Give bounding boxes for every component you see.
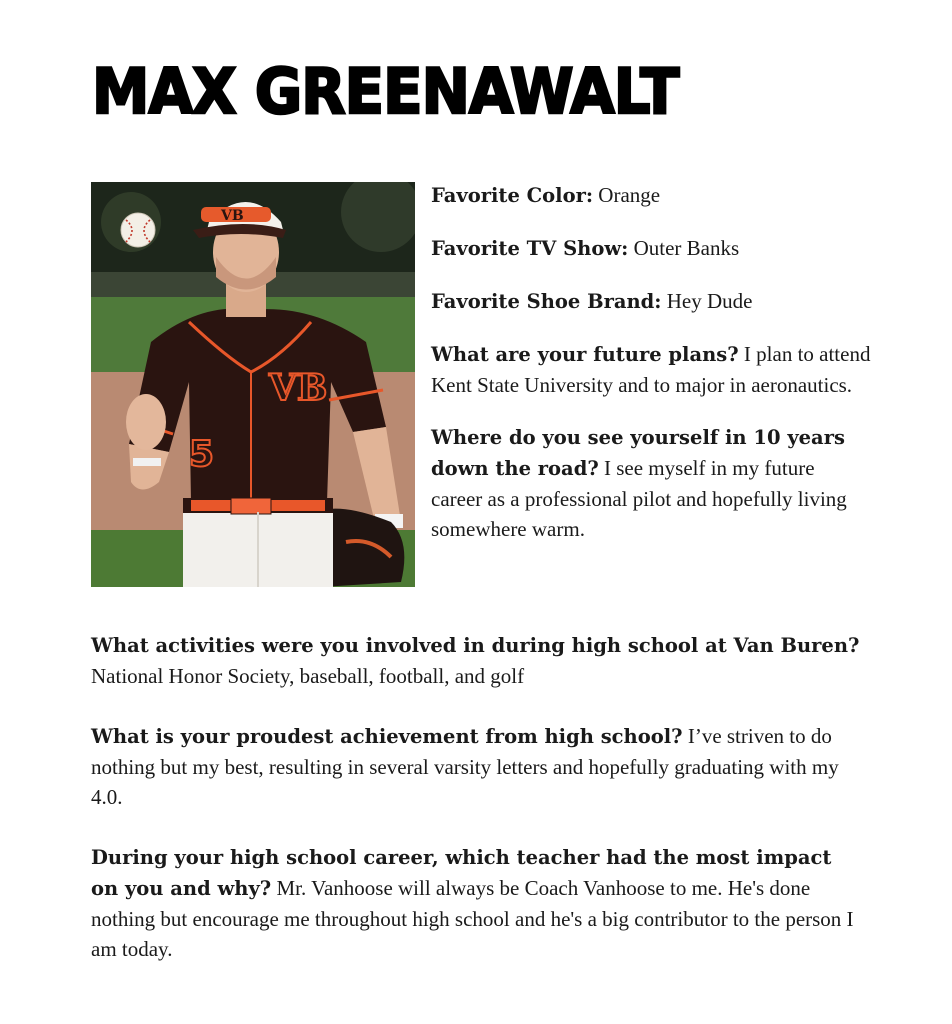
jersey-number: 5 xyxy=(189,434,215,475)
favorites-list xyxy=(431,180,871,566)
question: What activities were you involved in during high school at Van Buren? xyxy=(91,634,860,657)
future-plans xyxy=(431,339,871,400)
teacher-impact-answer xyxy=(91,842,861,964)
baseball-icon xyxy=(121,213,155,247)
answer: I plan to attend Kent State University and to major in aeronautics. xyxy=(431,342,871,397)
questions-list xyxy=(91,630,861,994)
answer: Hey Dude xyxy=(666,289,753,313)
question: During your high school career, which teacher had the most impact on you and why? xyxy=(91,846,832,900)
question: Where do you see yourself in 10 years down the road? xyxy=(431,426,845,480)
question: Favorite TV Show: xyxy=(431,237,629,260)
player-photo xyxy=(91,182,415,587)
question: What are your future plans? xyxy=(431,343,739,366)
cap-logo: VB xyxy=(221,208,244,224)
favorite-tv-show xyxy=(431,233,871,264)
answer: I see myself in my future career as a professional pilot and hopefully living somewhere warm. xyxy=(431,456,847,541)
favorite-color xyxy=(431,180,871,211)
question: Favorite Color: xyxy=(431,184,594,207)
page-title: MAX GREENAWALT xyxy=(92,55,679,128)
jersey-logo: VB xyxy=(269,367,328,409)
ten-year-plan xyxy=(431,422,871,544)
proudest-achievement-answer xyxy=(91,721,861,812)
answer: National Honor Society, baseball, football, and golf xyxy=(91,664,525,688)
question: What is your proudest achievement from high school? xyxy=(91,725,683,748)
question: Favorite Shoe Brand: xyxy=(431,290,662,313)
answer: Outer Banks xyxy=(633,236,740,260)
answer: Orange xyxy=(598,183,661,207)
answer: Mr. Vanhoose will always be Coach Vanhoose to me. He's done nothing but encourage me throughout high school and he's a big contributor to the person I am today. xyxy=(91,876,854,961)
activities-answer xyxy=(91,630,861,691)
favorite-shoe-brand xyxy=(431,286,871,317)
answer: I’ve striven to do nothing but my best, resulting in several varsity letters and hopefully graduating with my 4.0. xyxy=(91,724,839,809)
